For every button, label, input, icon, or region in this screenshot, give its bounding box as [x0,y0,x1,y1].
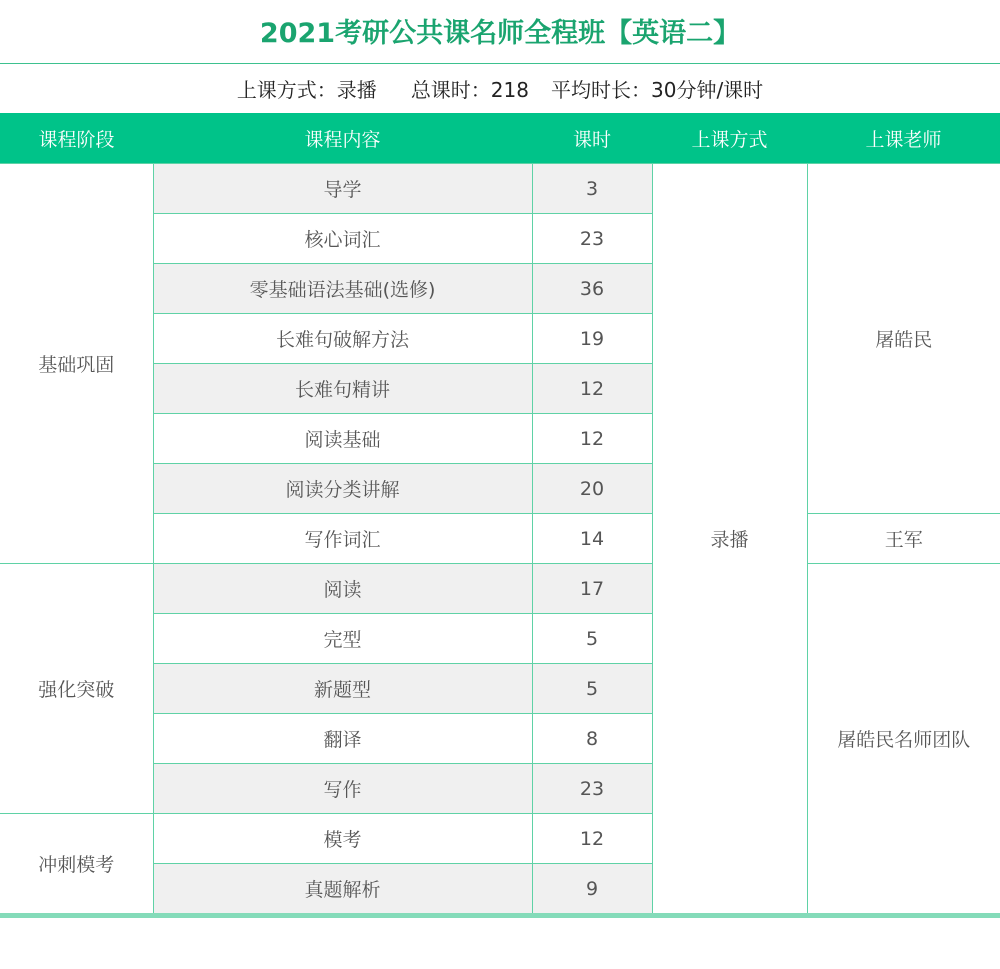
info-total-hours: 总课时：218 [410,78,529,102]
content-cell: 阅读基础 [153,414,532,464]
hours-cell: 12 [532,414,652,464]
info-mode: 上课方式：录播 [236,78,377,102]
table-row [0,164,1000,214]
hours-cell: 3 [532,164,652,214]
teacher-cell: 屠皓民名师团队 [807,564,1000,914]
hours-cell: 8 [532,714,652,764]
hours-cell: 23 [532,764,652,814]
teacher-cell: 屠皓民 [807,164,1000,514]
info-average-duration: 平均时长：30分钟/课时 [551,78,764,102]
content-cell: 长难句精讲 [153,364,532,414]
schedule-table [0,113,1000,914]
stage-cell: 冲刺模考 [0,814,153,914]
content-cell: 阅读分类讲解 [153,464,532,514]
hours-cell: 23 [532,214,652,264]
bottom-divider [0,913,1000,918]
content-cell: 新题型 [153,664,532,714]
page-title: 2021考研公共课名师全程班【英语二】 [0,0,1000,64]
table-header-row [0,113,1000,164]
hours-cell: 19 [532,314,652,364]
hours-cell: 5 [532,614,652,664]
hours-cell: 20 [532,464,652,514]
content-cell: 写作 [153,764,532,814]
header-hours: 课时 [532,113,652,164]
hours-cell: 36 [532,264,652,314]
hours-cell: 12 [532,814,652,864]
content-cell: 零基础语法基础(选修) [153,264,532,314]
content-cell: 导学 [153,164,532,214]
content-cell: 写作词汇 [153,514,532,564]
teacher-cell: 王军 [807,514,1000,564]
hours-cell: 9 [532,864,652,914]
content-cell: 长难句破解方法 [153,314,532,364]
table-row [0,564,1000,614]
stage-cell: 基础巩固 [0,164,153,564]
hours-cell: 17 [532,564,652,614]
header-mode: 上课方式 [652,113,807,164]
stage-cell: 强化突破 [0,564,153,814]
course-info [0,64,1000,113]
hours-cell: 5 [532,664,652,714]
mode-cell: 录播 [652,164,807,914]
header-stage: 课程阶段 [0,113,153,164]
content-cell: 模考 [153,814,532,864]
content-cell: 真题解析 [153,864,532,914]
hours-cell: 12 [532,364,652,414]
header-content: 课程内容 [153,113,532,164]
content-cell: 阅读 [153,564,532,614]
content-cell: 核心词汇 [153,214,532,264]
content-cell: 翻译 [153,714,532,764]
header-teacher: 上课老师 [807,113,1000,164]
hours-cell: 14 [532,514,652,564]
content-cell: 完型 [153,614,532,664]
